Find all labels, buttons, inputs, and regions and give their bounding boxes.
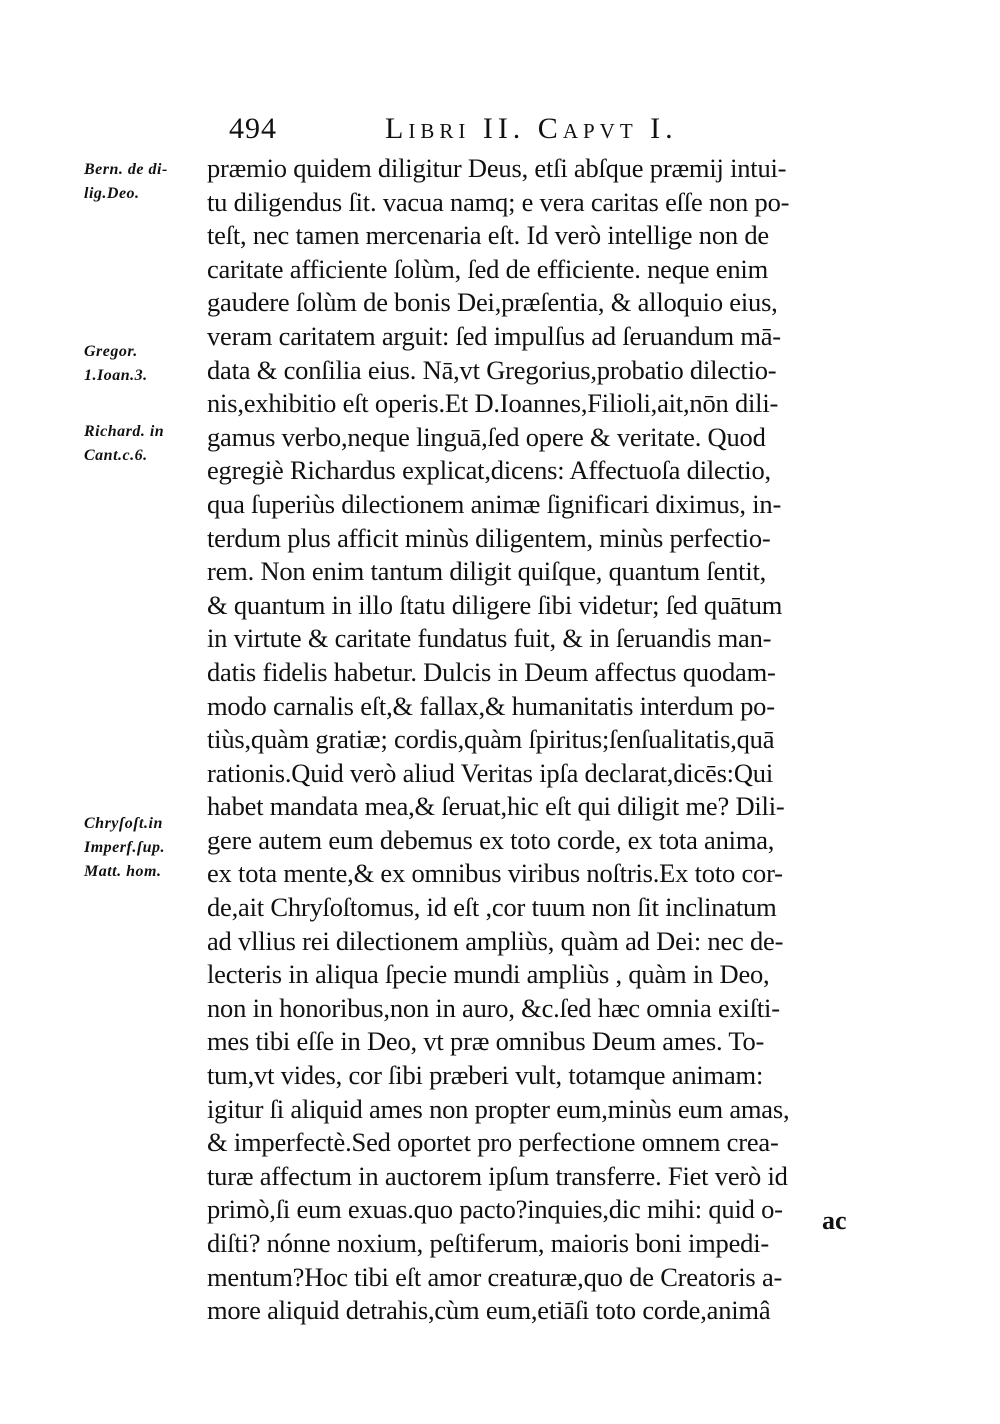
text-line: nis,exhibitio eſt operis.Et D.Ioannes,Filioli,ait,nōn dili- (207, 388, 779, 419)
body-text (207, 152, 867, 1328)
text-line: in virtute & caritate fundatus fuit, & in ſeruandis man- (207, 623, 772, 654)
text-line: primò,ſi eum exuas.quo pacto?inquies,dic mihi: quid o- (207, 1194, 783, 1225)
text-line: gamus verbo,neque linguā,ſed opere & veritate. Quod (207, 421, 766, 452)
marginal-note-line: lig.Deo. (84, 185, 140, 202)
text-line: diſti? nónne noxium, peſtiferum, maioris boni impedi- (207, 1228, 769, 1258)
marginal-note-line: Imperf.ſup. (84, 839, 166, 856)
text-line: turæ affectum in auctorem ipſum transferre. Fiet verò id (207, 1160, 788, 1191)
text-line: gaudere ſolùm de bonis Dei,præſentia, & alloquio eius, (207, 287, 778, 318)
text-line: & quantum in illo ſtatu diligere ſibi videtur; ſed quātum (207, 589, 783, 620)
text-line: lecteris in aliqua ſpecie mundi ampliùs , quàm in Deo, (207, 959, 770, 990)
text-line: qua ſuperiùs dilectionem animæ ſignificari diximus, in- (207, 488, 782, 519)
text-line: præmio quidem diligitur Deus, etſi abſque præmij intui- (207, 153, 787, 183)
text-line: teſt, nec tamen mercenaria eſt. Id verò intellige non de (207, 220, 769, 251)
marginal-note-gregory (84, 340, 209, 388)
marginal-note-line: 1.Ioan.3. (84, 367, 148, 384)
text-line: tum,vt vides, cor ſibi præberi vult, totamque animam: (207, 1060, 764, 1091)
marginal-note-line: Cant.c.6. (84, 447, 148, 464)
text-line: terdum plus afficit minùs diligentem, minùs perfectio- (207, 522, 771, 553)
text-line: tu diligendus ſit. vacua namq; e vera caritas eſſe non po- (207, 186, 790, 217)
marginal-note-line: Matt. hom. (84, 863, 162, 880)
marginal-note-bernard (84, 158, 209, 206)
text-line: rationis.Quid verò aliud Veritas ipſa declarat,dicēs:Qui (207, 757, 773, 788)
text-line: modo carnalis eſt,& fallax,& humanitatis interdum po- (207, 690, 775, 721)
text-line: datis fidelis habetur. Dulcis in Deum affectus quodam- (207, 656, 776, 687)
catchword: ac (822, 1206, 847, 1235)
marginal-note-richard (84, 420, 209, 468)
text-line: egregiè Richardus explicat,dicens: Affectuoſa dilectio, (207, 455, 771, 486)
text-line: mentum?Hoc tibi eſt amor creaturæ,quo de Creatoris a- (207, 1261, 783, 1292)
text-line: more aliquid detrahis,cùm eum,etiāſi toto corde,animâ (207, 1295, 771, 1326)
page-number: 494 (229, 112, 277, 145)
running-head (205, 112, 705, 152)
marginal-note-chrysostom (84, 812, 209, 884)
text-line: habet mandata mea,& ſeruat,hic eſt qui diligit me? Dili- (207, 791, 785, 822)
text-line: data & conſilia eius. Nā,vt Gregorius,probatio dilectio- (207, 354, 777, 385)
running-head-title: Libri II. Capvt I. (385, 112, 678, 145)
text-line: non in honoribus,non in auro, &c.ſed hæc omnia exiſti- (207, 992, 780, 1023)
marginal-note-line: Bern. de di- (84, 161, 168, 178)
text-line: & imperfectè.Sed oportet pro perfectione omnem crea- (207, 1127, 779, 1158)
text-line: rem. Non enim tantum diligit quiſque, quantum ſentit, (207, 556, 767, 587)
text-line: mes tibi eſſe in Deo, vt præ omnibus Deum ames. To- (207, 1026, 765, 1057)
text-line: igitur ſi aliquid ames non propter eum,minùs eum amas, (207, 1093, 790, 1124)
text-line: gere autem eum debemus ex toto corde, ex tota anima, (207, 824, 775, 855)
text-line: tiùs,quàm gratiæ; cordis,quàm ſpiritus;ſenſualitatis,quā (207, 724, 775, 755)
text-line: de,ait Chryſoſtomus, id eſt ,cor tuum non ſit inclinatum (207, 892, 777, 923)
marginal-note-line: Richard. in (84, 423, 165, 440)
text-line: caritate afficiente ſolùm, ſed de efficiente. neque enim (207, 253, 768, 284)
text-line: veram caritatem arguit: ſed impulſus ad ſeruandum mā- (207, 320, 781, 351)
marginal-note-line: Gregor. (84, 343, 138, 360)
text-line: ex tota mente,& ex omnibus viribus noſtris.Ex toto cor- (207, 858, 783, 889)
marginal-note-line: Chryſoſt.in (84, 815, 163, 832)
text-line: ad vllius rei dilectionem ampliùs, quàm ad Dei: nec de- (207, 925, 784, 956)
